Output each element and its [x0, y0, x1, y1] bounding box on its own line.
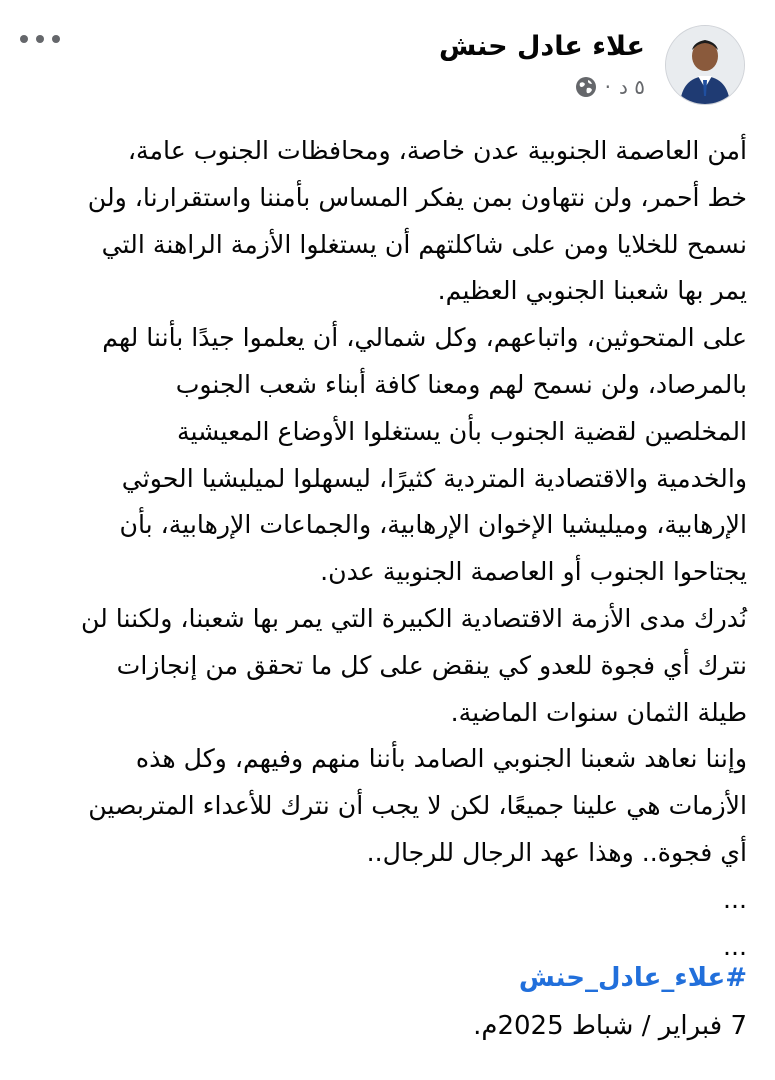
- post-line: طيلة الثمان سنوات الماضية.: [450, 697, 747, 727]
- author-name[interactable]: علاء عادل حنش: [438, 31, 645, 62]
- post-line-ellipsis: ...: [722, 931, 747, 961]
- post-meta: [439, 75, 645, 99]
- post-header: [20, 25, 745, 110]
- post-line: أمن العاصمة الجنوبية عدن خاصة، ومحافظات الجنوب عامة،: [127, 136, 747, 165]
- post-line: نُدرك مدى الأزمة الاقتصادية الكبيرة التي يمر بها شعبنا، ولكننا لن: [80, 603, 747, 633]
- post-line: الإرهابية، وميليشيا الإخوان الإرهابية، والجماعات الإرهابية، بأن: [119, 510, 747, 540]
- post-line: نسمح للخلايا ومن على شاكلتهم أن يستغلوا الأزمة الراهنة التي: [101, 229, 747, 259]
- author-avatar[interactable]: [665, 25, 745, 105]
- post-time[interactable]: ٥ د: [618, 75, 645, 99]
- author-block: [439, 29, 645, 99]
- meta-separator: ·: [604, 75, 611, 99]
- dot: [52, 35, 60, 43]
- post-line: المخلصين لقضية الجنوب بأن يستغلوا الأوضاع المعيشية: [176, 416, 747, 446]
- post-body: [20, 128, 747, 970]
- post-line: خط أحمر، ولن نتهاون بمن يفكر المساس بأمننا واستقرارنا، ولن: [87, 182, 747, 212]
- more-options-icon[interactable]: [20, 29, 60, 49]
- globe-icon[interactable]: [575, 76, 597, 98]
- post-line: يجتاحوا الجنوب أو العاصمة الجنوبية عدن.: [320, 557, 747, 587]
- hashtag-link[interactable]: #علاء_عادل_حنش: [518, 963, 747, 993]
- post-line: على المتحوثين، واتباعهم، وكل شمالي، أن يعلموا جيدًا بأننا لهم: [102, 323, 747, 353]
- dot: [36, 35, 44, 43]
- dot: [20, 35, 28, 43]
- post-line: والخدمية والاقتصادية المتردية كثيرًا، ليسهلوا لميليشيا الحوثي: [121, 463, 747, 493]
- post-line-ellipsis: ...: [722, 884, 747, 914]
- profile-photo: [666, 26, 744, 104]
- post-line: نترك أي فجوة للعدو كي ينقض على كل ما تحقق من إنجازات: [116, 650, 747, 680]
- post-line: بالمرصاد، ولن نسمح لهم ومعنا كافة أبناء شعب الجنوب: [175, 369, 747, 399]
- post-line: وإننا نعاهد شعبنا الجنوبي الصامد بأننا منهم وفيهم، وكل هذه: [135, 744, 747, 774]
- post-line: الأزمات هي علينا جميعًا، لكن لا يجب أن نترك للأعداء المتربصين: [88, 791, 747, 821]
- post-date: 7 فبراير / شباط 2025م.: [473, 1011, 747, 1041]
- post-line: أي فجوة.. وهذا عهد الرجال للرجال..: [366, 837, 747, 867]
- post-line: يمر بها شعبنا الجنوبي العظيم.: [437, 276, 747, 306]
